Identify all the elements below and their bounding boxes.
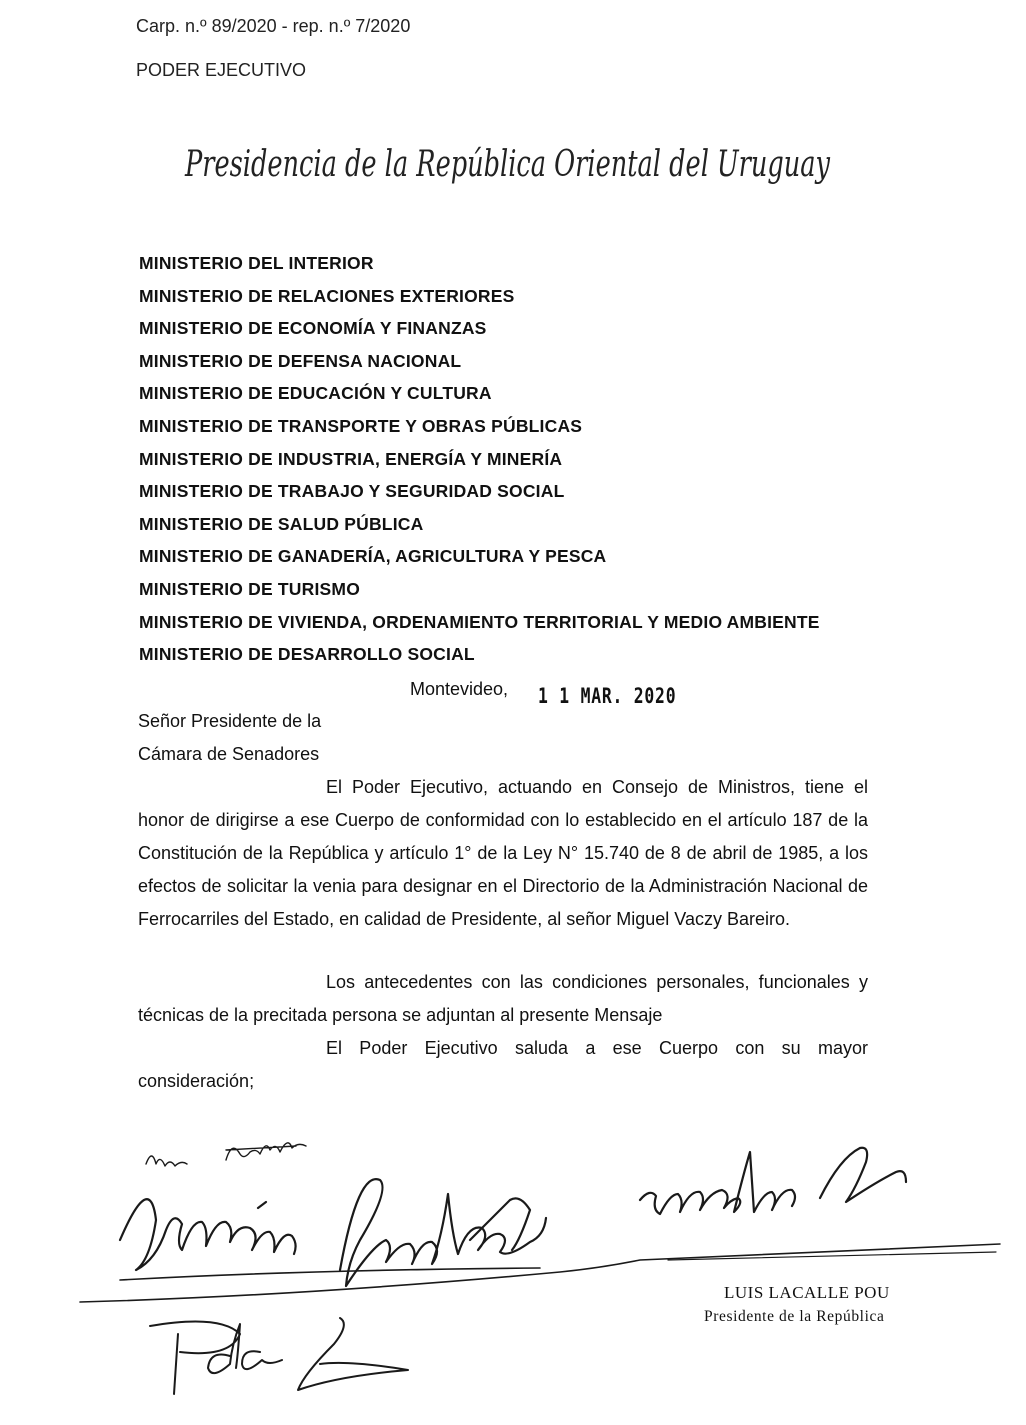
date-stamp: 1 1 MAR. 2020 — [538, 684, 677, 708]
signature-president — [640, 1148, 906, 1214]
signature-ministry-1 — [120, 1199, 296, 1270]
ministry-item: MINISTERIO DE SALUD PÚBLICA — [139, 513, 424, 534]
date-place: Montevideo, — [410, 679, 509, 699]
file-reference: Carp. n.º 89/2020 - rep. n.º 7/2020 — [136, 16, 411, 36]
signatures-svg — [0, 1120, 1026, 1420]
body-paragraph-3: El Poder Ejecutivo saluda a ese Cuerpo con su mayor consideración; — [138, 1038, 868, 1091]
ministry-item: MINISTERIO DE EDUCACIÓN Y CULTURA — [139, 383, 492, 404]
letterhead-script — [185, 128, 845, 198]
addressee-line-1: Señor Presidente de la — [138, 711, 322, 731]
branch-label: PODER EJECUTIVO — [136, 60, 307, 80]
ministry-item: MINISTERIO DE INDUSTRIA, ENERGÍA Y MINERÍA — [139, 448, 563, 469]
ministry-item: MINISTERIO DEL INTERIOR — [139, 253, 374, 273]
ministry-item: MINISTERIO DE DESARROLLO SOCIAL — [139, 644, 475, 665]
ministries-list — [139, 252, 820, 676]
signatory-name: LUIS LACALLE POU — [724, 1283, 890, 1302]
letterhead-text: Presidencia de la República Oriental del Uruguay — [184, 144, 831, 185]
ministry-item: MINISTERIO DE TURISMO — [139, 578, 361, 599]
ministry-item: MINISTERIO DE GANADERÍA, AGRICULTURA Y PESCA — [139, 546, 607, 567]
body-paragraph-2: Los antecedentes con las condiciones personales, funcionales y técnicas de la precitada persona se adjuntan al presente Mensaje — [138, 972, 868, 1025]
ministry-item: MINISTERIO DE TRANSPORTE Y OBRAS PÚBLICAS — [139, 415, 583, 436]
signature-scribble-small — [146, 1143, 306, 1166]
signatory-title: Presidente de la República — [704, 1308, 885, 1325]
signature-ministry-3 — [150, 1318, 408, 1394]
addressee-line-2: Cámara de Senadores — [138, 744, 320, 764]
ministry-item: MINISTERIO DE ECONOMÍA Y FINANZAS — [139, 318, 487, 339]
signatures-block — [0, 1120, 1026, 1420]
ministry-item: MINISTERIO DE DEFENSA NACIONAL — [139, 350, 462, 371]
ministry-item: MINISTERIO DE VIVIENDA, ORDENAMIENTO TERRITORIAL Y MEDIO AMBIENTE — [139, 611, 820, 632]
body-paragraph-1: El Poder Ejecutivo, actuando en Consejo de Ministros, tiene el honor de dirigirse a ese Cuerpo de conformidad con lo establecido en el artículo 187 de la Constitución de la República y artículo 1° de la Ley N° 15.740 de 8 de abril de 1985, a los efectos de solicitar la venia para designar en el Directorio de la Administración Nacional de Ferrocarriles del Estado, en calidad de Presidente, al señor Miguel Vaczy Bareiro. — [138, 777, 868, 929]
ministry-item: MINISTERIO DE RELACIONES EXTERIORES — [139, 285, 515, 306]
ministry-item: MINISTERIO DE TRABAJO Y SEGURIDAD SOCIAL — [139, 481, 565, 502]
letterhead-script-svg — [185, 128, 845, 198]
